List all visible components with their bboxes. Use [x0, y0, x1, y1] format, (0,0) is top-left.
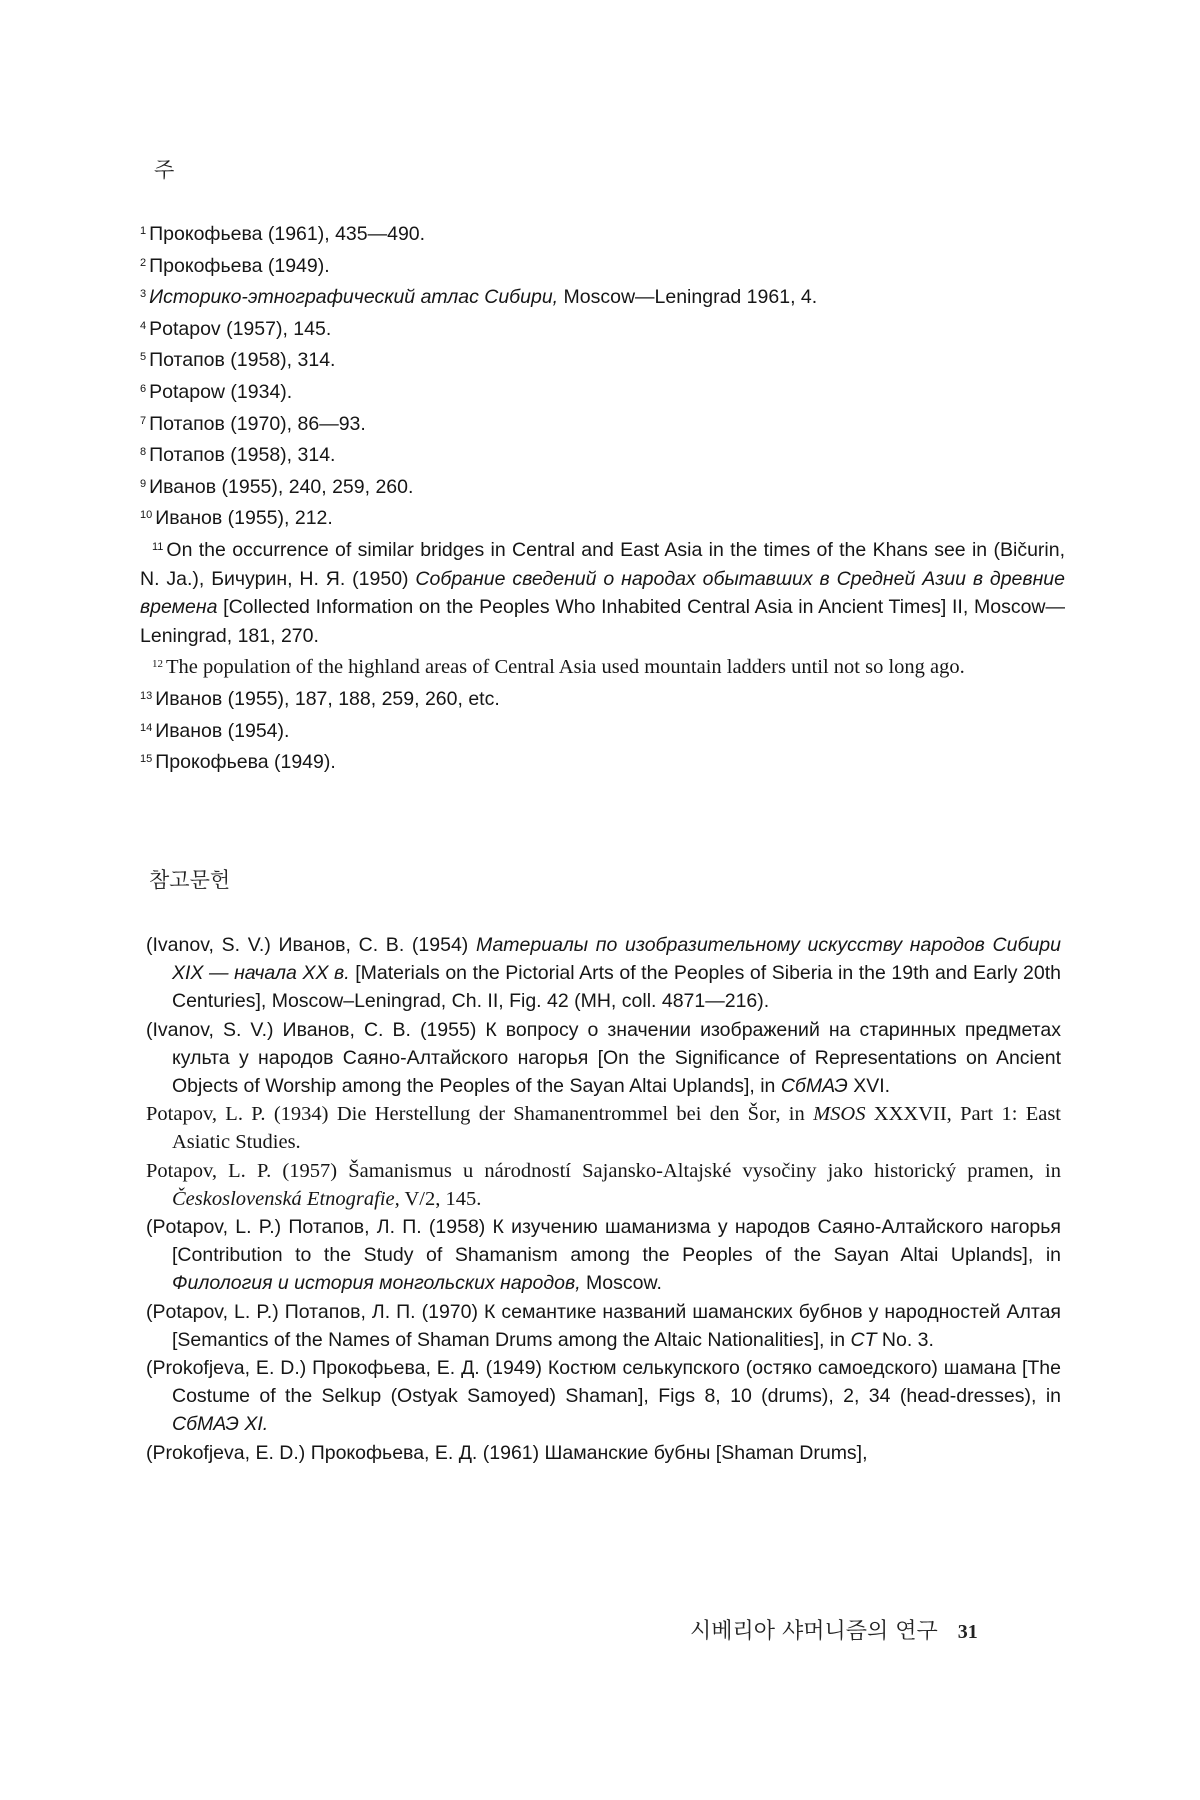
reference-item: (Ivanov, S. V.) Иванов, С. В. (1955) К вопросу о значении изображений на старинных предметах культа у народов Саяно-Алтайского нагорья [On the Significance of Representations on Ancient Objects of Worship among the Peoples of the Sayan Altai Uplands], in СбМАЭ XVI. [146, 1018, 1061, 1098]
note-8: $^8$ Потапов (1958), 314. [140, 444, 336, 467]
reference-item: (Prokofjeva, E. D.) Прокофьева, Е. Д. (1961) Шаманские бубны [Shaman Drums], [146, 1441, 868, 1464]
references-list [146, 931, 1061, 1467]
note-9: $^9$ Иванов (1955), 240, 259, 260. [140, 475, 414, 498]
note-7: $^7$ Потапов (1970), 86—93. [140, 412, 366, 435]
notes-heading: 주 [154, 158, 175, 182]
reference-item: (Potapov, L. P.) Потапов, Л. П. (1970) К семантике названий шаманских бубнов у народностей Алтая [Semantics of the Names of Shaman Drums among the Altaic Nationalities], in CT No. 3. [146, 1300, 1061, 1351]
reference-item: (Potapov, L. P.) Потапов, Л. П. (1958) К изучению шаманизма у народов Саяно-Алтайского нагорья [Contribution to the Study of Shamanism among the Peoples of the Sayan Altai Uplands], in Филология и история монгольских народов, Moscow. [146, 1216, 1061, 1295]
note-11: $^{11}$ On the occurrence of similar bridges in Central and East Asia in the times of the Khans see in (Bičurin, N. Ja.), Бичурин, Н. Я. (1950) Собрание сведений о народах обытавших в Средней Азии в древние времена [Collected Information on the Peoples Who Inhabited Central Asia in Ancient Times] II, Moscow—Leningrad, 181, 270. [140, 538, 1065, 647]
note-12: $^{12}$ The population of the highland areas of Central Asia used mountain ladders until not so long ago. [152, 656, 965, 679]
note-3: $^3$ Историко-этнографический атлас Сибири, Moscow—Leningrad 1961, 4. [140, 286, 818, 309]
note-1: $^1$ Прокофьева (1961), 435—490. [140, 223, 426, 245]
note-2: $^2$ Прокофьева (1949). [140, 254, 330, 277]
notes-list [140, 217, 1065, 777]
running-title: 시베리아 샤머니즘의 연구 [690, 1619, 938, 1644]
note-10: $^{10}$ Иванов (1955), 212. [140, 507, 333, 530]
references-heading: 참고문헌 [149, 868, 231, 892]
page-footer [690, 1614, 978, 1645]
reference-item: Potapov, L. P. (1957) Šamanismus u národností Sajansko-Altajské vysočiny jako historický pramen, in Československá Etnografie, V/2, 145. [146, 1159, 1061, 1210]
note-15: $^{15}$ Прокофьева (1949). [140, 751, 336, 774]
page-number: 31 [957, 1621, 978, 1643]
note-4: $^4$ Potapov (1957), 145. [140, 317, 332, 340]
note-6: $^6$ Potapow (1934). [140, 380, 293, 403]
reference-item: Potapov, L. P. (1934) Die Herstellung der Shamanentrommel bei den Šor, in MSOS XXXVII, Part 1: East Asiatic Studies. [146, 1103, 1062, 1154]
reference-item: (Prokofjeva, E. D.) Прокофьева, Е. Д. (1949) Костюм селькупского (остяко самоедского) шамана [The Costume of the Selkup (Ostyak Samoyed) Shaman], Figs 8, 10 (drums), 2, 34 (head-dresses), in СбМАЭ XI. [146, 1357, 1061, 1436]
reference-item: (Ivanov, S. V.) Иванов, С. В. (1954) Материалы по изобразительному искусству народов Сибири XIX — начала XX в. [Materials on the Pictorial Arts of the Peoples of Siberia in the 19th and Early 20th Centuries], Moscow–Leningrad, Ch. II, Fig. 42 (MH, coll. 4871—216). [146, 934, 1061, 1013]
note-13: $^{13}$ Иванов (1955), 187, 188, 259, 260, etc. [140, 687, 500, 710]
note-14: $^{14}$ Иванов (1954). [140, 719, 290, 742]
note-5: $^5$ Потапов (1958), 314. [140, 349, 336, 372]
